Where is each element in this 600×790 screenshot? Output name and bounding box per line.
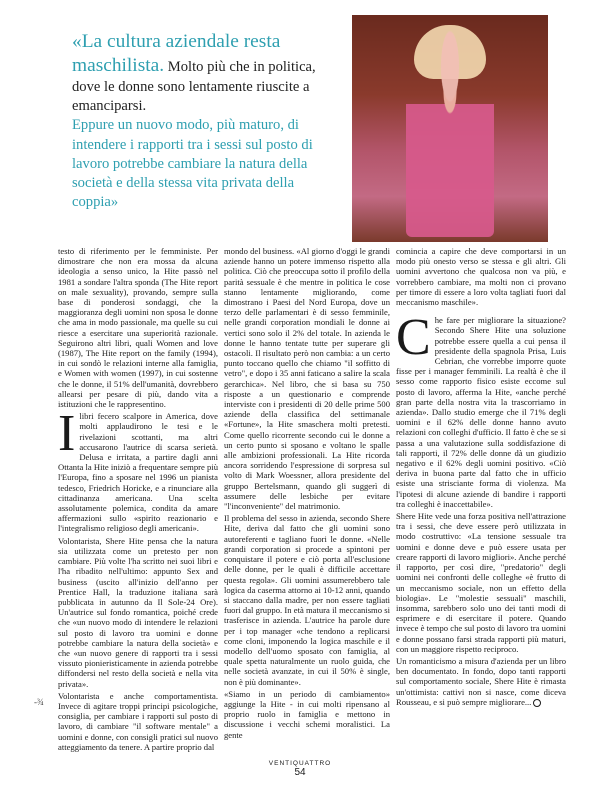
- article-paragraph: Il problema del sesso in azienda, secondo Shere Hite, deriva dal fatto che gli uomini sono autoreferenti e tagliano fuori le donne. «Nelle grandi corporation si procede a spintoni per conquistare il potere e ciò porta all'esclusione delle donne, per le quali è difficile accettare questa regola». Gli uomini assumerebbero tale logica da caserma attorno ai 10-12 anni, quando si staccano dalla madre, per non essere tagliati fuori dal gruppo. In età matura il meccanismo si trasferisce in azienda. L'autrice ha parole dure per i top manager «che tendono a replicarsi come cloni, imponendo la logica maschile e il modello dell'uomo sposato con famiglia, al quale spetta naturalmente un ruolo guida, che nelle società avanzate, in cui il 50% è single, non è più dominante».: [224, 513, 390, 687]
- article-paragraph-dropcap: [396, 309, 566, 509]
- drop-cap: C: [396, 309, 431, 367]
- end-mark-icon: [533, 699, 541, 707]
- article-paragraph: «Siamo in un periodo di cambiamento» aggiunge la Hite - in cui molti ripensano al proprio ruolo in famiglia e mettono in discussione i vecchi schemi moralistici. La gente: [224, 688, 390, 740]
- article-paragraph-dropcap: [58, 405, 218, 534]
- article-paragraph: [396, 656, 566, 707]
- article-paragraph: Volontarista e anche comportamentista. Invece di agitare troppi principi psicologiche, consiglia, per cambiare i rapporti sul posto di lavoro, di cambiare "il software mentale" a uomini e donne, con consigli pratici sul nuovo atteggiamento da tenere. A partire proprio dal: [58, 690, 218, 752]
- article-paragraph: mondo del business. «Al giorno d'oggi le grandi aziende hanno un potere immenso rispetto alla politica. Ciò che preoccupa sotto il profilo della parità sessuale è che mentre in politica le cose stanno lentamente migliorando, come dimostrano i Paesi del Nord Europa, dove un terzo delle parlamentari è di sesso femminile, nelle grandi corporation mondiali le donne ai vertici sono solo il 2% del totale. In azienda le donne le hanno tentate tutte per superare gli ostacoli. Il risultato però non cambia: a un certo punto toccano quello che chiamo "il soffitto di vetro", e dopo i 35 anni faticano a salire la scala gerarchica». Nel libro, che si basa su 750 risposte a un questionario e comprende interviste con i presidenti di 20 delle prime 500 aziende della classifica del settimanale «Fortune», la Hite smaschera molti pretesti. Come quello ricorrente secondo cui le donne a un certo punto si sposano e voltano le spalle alle ambizioni professionali. La Hite ricorda ancora sorridendo l'espressione di sorpresa sul volto di Mark Woessner, allora presidente del gruppo Bertelsmann, quando gli suggerì di assumere delle lesbiche per evitare "l'inconveniente" del matrimonio.: [224, 246, 390, 512]
- portrait-photo: [352, 15, 548, 242]
- pull-quote-headline: «La cultura aziendale resta maschilista.: [72, 31, 281, 76]
- page-footer: [0, 760, 600, 778]
- photo-figure-shape: [406, 29, 494, 237]
- article-paragraph-text: he fare per migliorare la situazione? Secondo Shere Hite una soluzione potrebbe essere quella a cui pensa il presidente della spagnola Prisa, Luis Cebrian, che vorrebbe imporre quote fisse per i manager femminili. La realtà è che il sesso come rapporto fisico esiste eccome sul posto di lavoro, afferma la Hite, «anche perché gran parte della nostra vita la trascorriamo in azienda». Dallo studio emerge che il 71% degli uomini e il 62% delle donne hanno avuto relazioni con colleghi d'ufficio. Il fatto è che se si passa a una valutazione sulla soddisfazione di tali rapporti, il 72% delle donne dà un giudizio negativo e il 62% degli uomini positivo. «Ciò deriva in buona parte dal fatto che in ufficio esiste una strisciante forma di violenza. Ma l'ipotesi di alcune aziende di bandire i rapporti tra colleghi è inaccettabile».: [396, 315, 566, 509]
- article-paragraph-text: libri fecero scalpore in America, dove molti applaudirono le tesi e le rivelazioni scottanti, ma altri accusarono l'autrice di scarsa serietà. Delusa e irritata, a partire dagli anni Ottanta la Hite iniziò a frequentare sempre più l'Europa, fino a sposare nel 1996 un pianista tedesco, Friedrich Horicke, e a rinunciare alla cittadinanza americana. Una scelta assolutamente polemica, condita da amare affermazioni sullo «spirito reazionario e l'integralismo religioso degli americani».: [58, 411, 218, 534]
- pull-quote: [72, 30, 332, 212]
- page-number: 54: [294, 767, 306, 778]
- article-paragraph: Shere Hite vede una forza positiva nell'attrazione tra i sessi, che deve essere però utilizzata in modo costruttivo: «La tensione sessuale tra uomini e donne deve e può essere usata per creare rapporti di lavoro migliori». Anche perché il rapporto, per così dire, "predatorio" degli uomini nei confronti delle colleghe «è frutto di un meccanismo sociale, non un effetto della biologia». Le "molestie sessuali" maschili, insomma, sarebbero solo uno dei tanti modi di esprimere e di esercitare il potere. Quando invece è tempo che sul posto di lavoro tra uomini e donne possano farsi strada rapporti più maturi, con un maggiore rispetto reciproco.: [396, 511, 566, 654]
- article-paragraph-text: Un romanticismo a misura d'azienda per un libro ben documentato. In fondo, dopo tanti rapporti sul comportamento sociale, Shere Hite è rimasta un'ottimista: cattivi non si nasce, come diceva Rousseau, e si può sempre migliorare...: [396, 655, 566, 707]
- pull-quote-body: Eppure un nuovo modo, più maturo, di intendere i rapporti tra i sessi sul posto di lavoro potrebbe cambiare la natura della società e della stessa vita privata della coppia»: [72, 117, 313, 211]
- pull-quote-continuation: Molto più che in politica, dove le donne sono lentamente riuscite a emanciparsi.: [72, 59, 316, 115]
- article-column-3: [396, 246, 566, 709]
- article-paragraph: testo di riferimento per le femministe. Per dimostrare che non era mossa da alcuna ideologia a senso unico, la Hite passò nel 1981 a sondare l'altra sponda (The Hite report on male sexuality), provando, sempre sulla base di ponderosi sondaggi, che la maggioranza degli uomini non sposa le donne che ama in modo passionale, ma quelle su cui riesce a esercitare una superiorità razionale. Seguirono altri libri, quali Women and love (1987), The Hite report on the family (1994), in cui sondò le relazioni interne alla famiglia, e Women with women (1997), in cui sostenne che le donne, il 51% dell'umanità, dovrebbero allearsi per pesare di più, dando vita a istituzioni che le rappresentino.: [58, 246, 218, 410]
- margin-mark: -¾: [34, 697, 44, 707]
- magazine-name: VENTIQUATTRO: [268, 760, 332, 767]
- article-column-2: [224, 246, 390, 742]
- article-paragraph: Volontarista, Shere Hite pensa che la natura sia utilizzata come un pretesto per non cambiare. Più volte l'ha scritto nei suoi libri e l'ha ribadito nell'ultimo: appunto Sex and business (uscito all'inizio dell'anno per Prentice Hall, la traduzione italiana sarà pubblicata in autunno da Il Sole-24 Ore). Un'autrice sul fondo romantica, poiché crede che «un nuovo modo di intendere le relazioni sul posto di lavoro tra uomini e donne potrebbe cambiare la natura della società» e che «un nuovo genere di rapporti tra i sessi vissuto pionieristicamente in azienda potrebbe diffondersi nel resto della società e nella vita privata».: [58, 535, 218, 689]
- article-paragraph: comincia a capire che deve comportarsi in un modo più onesto verso se stessa e gli altri. Gli uomini avvertono che qualcosa non va più, e vorrebbero cambiare, ma molti non ci provano per timore di essere a loro volta tagliati fuori dal meccanismo maschile».: [396, 246, 566, 308]
- article-column-1: [58, 246, 218, 754]
- drop-cap: I: [58, 405, 76, 463]
